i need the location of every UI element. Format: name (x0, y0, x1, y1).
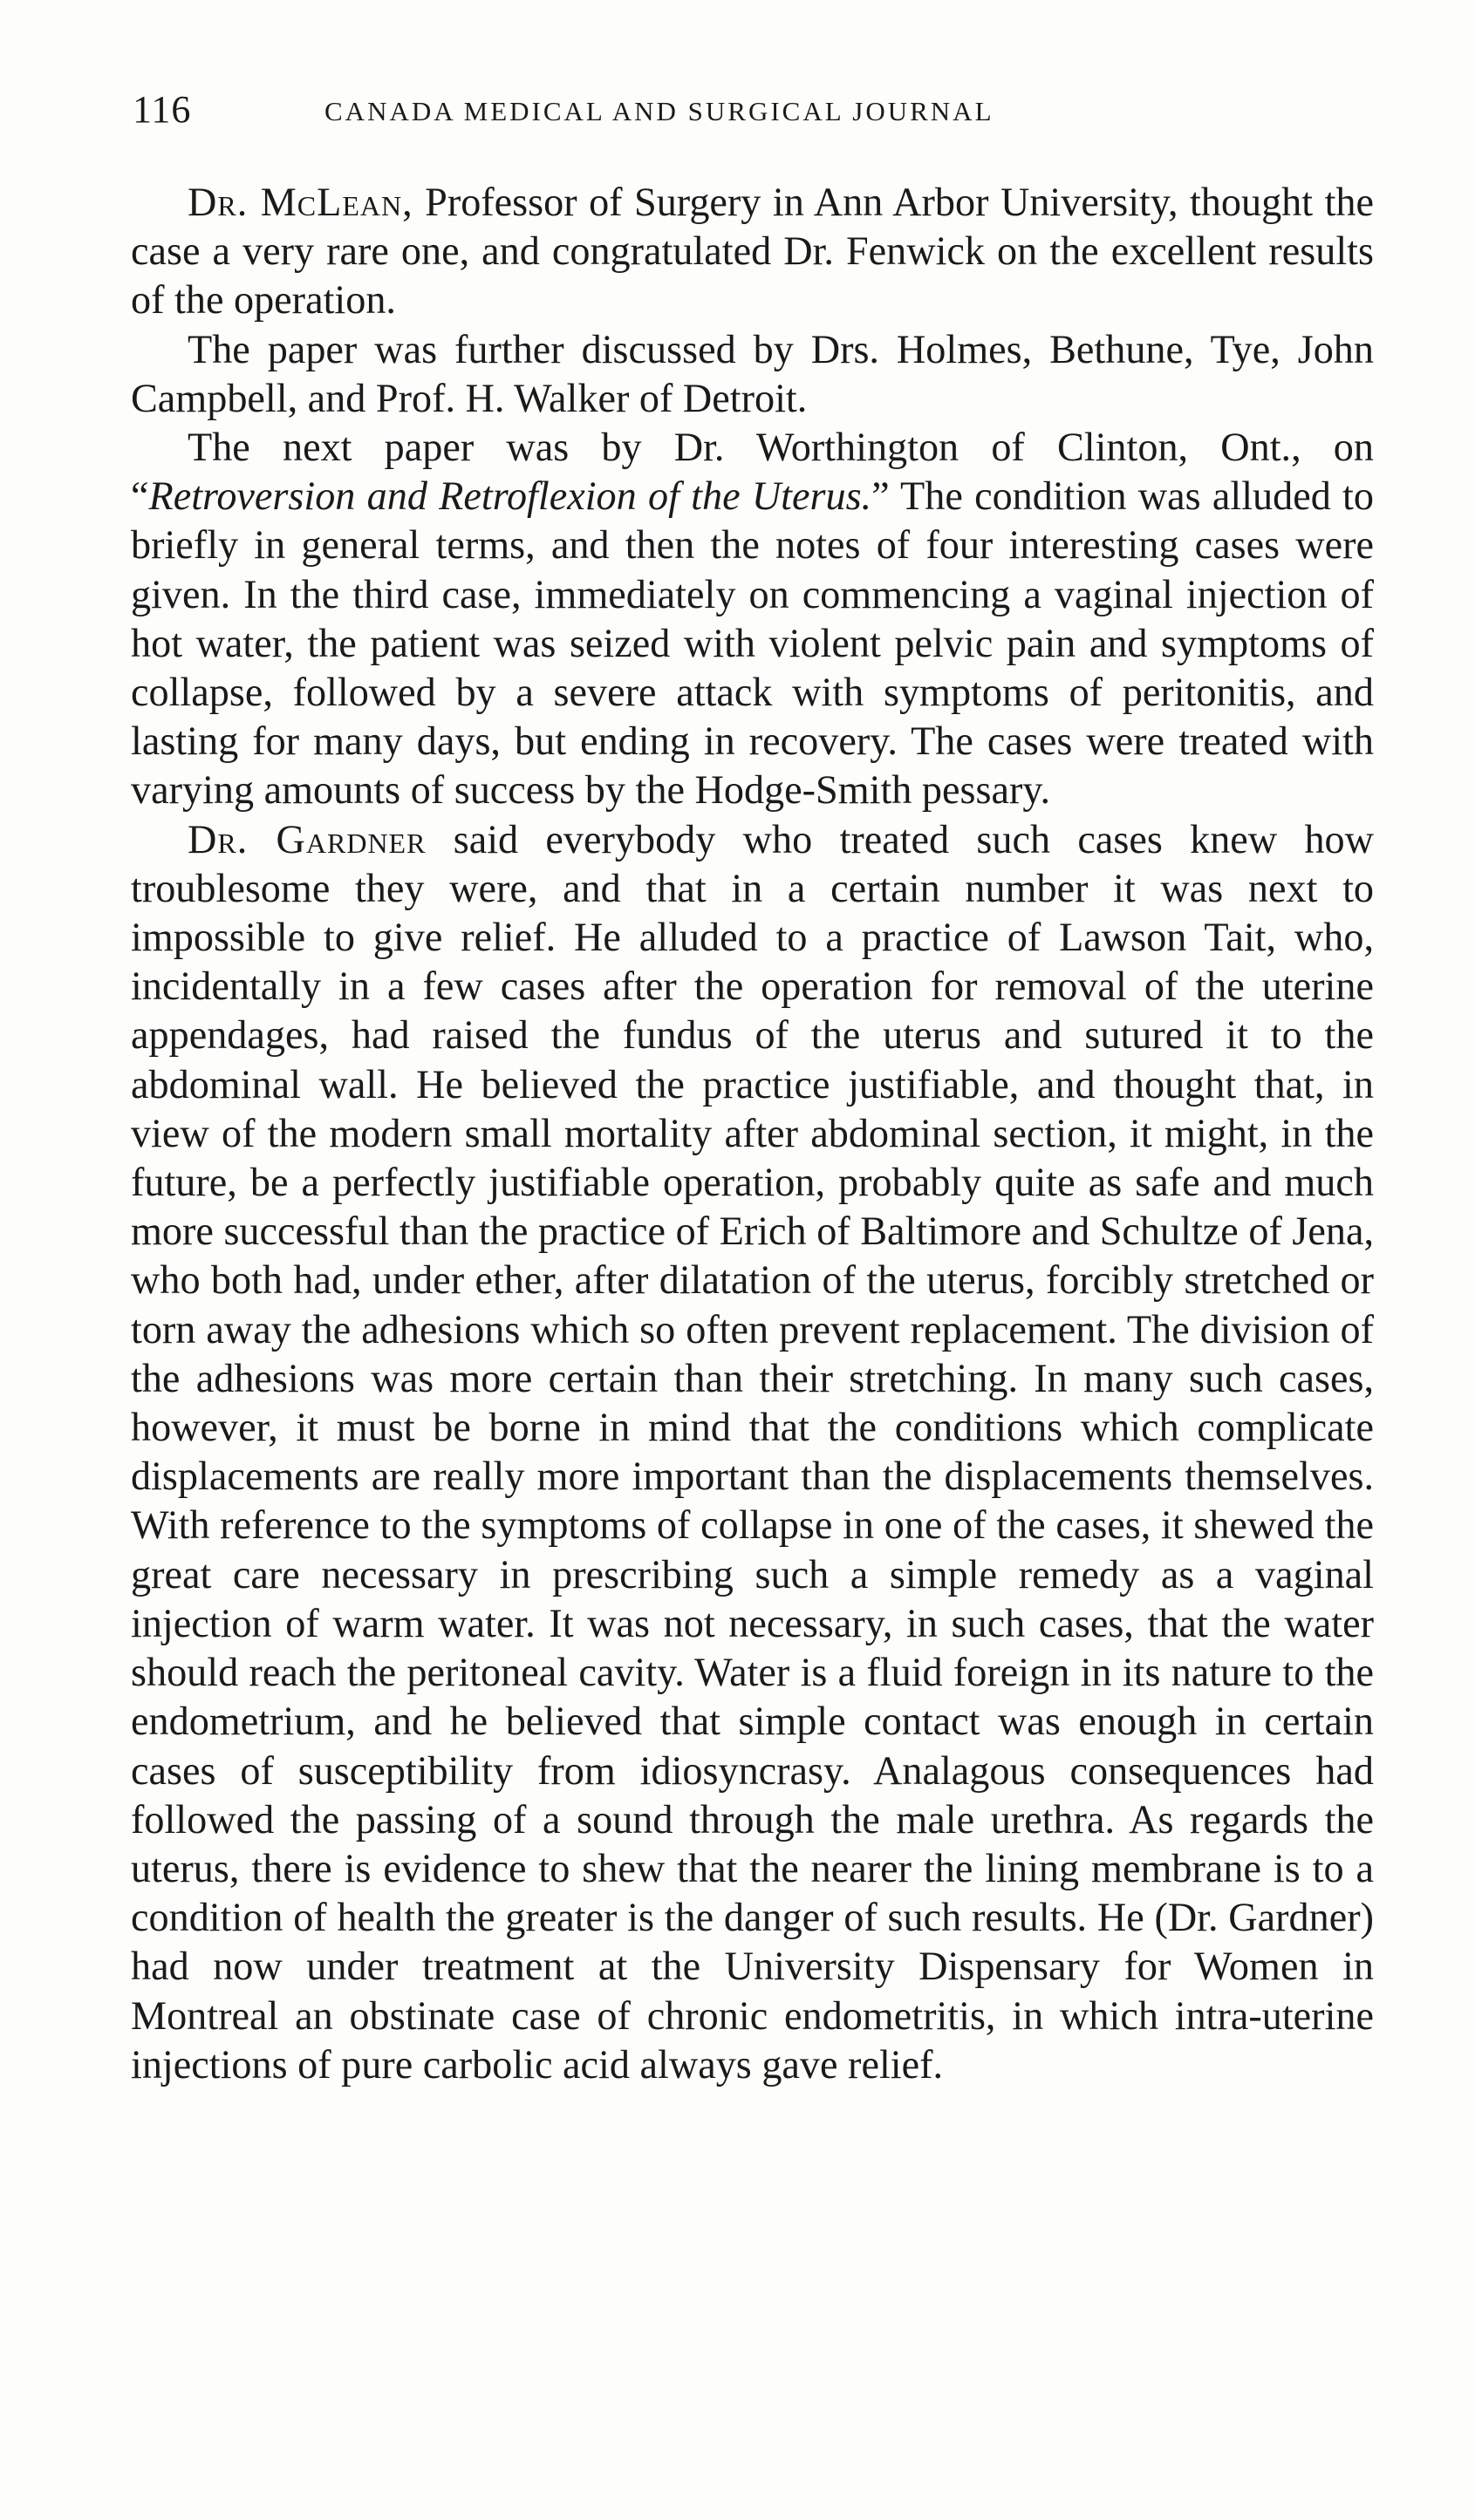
journal-title: CANADA MEDICAL AND SURGICAL JOURNAL (324, 96, 994, 126)
page-number: 116 (133, 88, 192, 131)
running-head (133, 87, 1371, 140)
paper-title: Retroversion and Retroflexion of the Uterus. (148, 473, 872, 519)
paragraph-text: ” The condition was alluded to briefly in general terms, and then the notes of four interesting cases were given. In the third case, immediately on commencing a vaginal injection of hot water, the patient was seized with violent pelvic pain and symptoms of collapse, followed by a severe attack with symptoms of peritonitis, and lasting for many days, but ending in recovery. The cases were treated with varying amounts of success by the Hodge-Smith pessary. (131, 473, 1374, 813)
paragraph-mclean (131, 178, 1374, 325)
article-body (131, 178, 1374, 2089)
paragraph-worthington (131, 423, 1374, 815)
paragraph-discussion (131, 325, 1374, 423)
paragraph-text: The paper was further discussed by Drs. Holmes, Bethune, Tye, John Campbell, and Prof. H. Walker of Detroit. (131, 326, 1374, 420)
speaker-name: Dr. Gardner (188, 816, 427, 862)
paragraph-gardner (131, 815, 1374, 2089)
speaker-name: Dr. McLean, (188, 180, 413, 224)
paragraph-text: said everybody who treated such cases knew how troublesome they were, and that in a certain number it was next to impossible to give relief. He alluded to a practice of Lawson Tait, who, incidentally in a few cases after the operation for removal of the uterine appendages, had raised the fundus of the uterus and sutured it to the abdominal wall. He believed the practice justifiable, and thought that, in view of the modern small mortality after abdominal section, it might, in the future, be a perfectly justifiable operation, probably quite as safe and much more successful than the practice of Erich of Baltimore and Schultze of Jena, who both had, under ether, after dilatation of the uterus, forcibly stretched or torn away the adhesions which so often prevent replacement. The division of the adhesions was more certain than their stretching. In many such cases, however, it must be borne in mind that the conditions which complicate displacements are really more important than the displacements themselves. With reference to the symptoms of collapse in one of the cases, it shewed the great care necessary in prescribing such a simple remedy as a vaginal injection of warm water. It was not necessary, in such cases, that the water should reach the peritoneal cavity. Water is a fluid foreign in its nature to the endometrium, and he believed that simple contact was enough in certain cases of susceptibility from idiosyncrasy. Analagous consequences had followed the passing of a sound through the male urethra. As regards the uterus, there is evidence to shew that the nearer the lining membrane is to a condition of health the greater is the danger of such results. He (Dr. Gardner) had now under treatment at the University Dispensary for Women in Montreal an obstinate case of chronic endometritis, in which intra-uterine injections of pure carbolic acid always gave relief. (131, 816, 1374, 2087)
paragraph-text: Professor of Surgery in Ann Arbor University, thought the case a very rare one, and congratulated Dr. Fenwick on the excellent results of the operation. (131, 180, 1374, 323)
paragraph-text: The next paper was by Dr. Worthington of Clinton, Ont., on “ (131, 425, 1374, 519)
